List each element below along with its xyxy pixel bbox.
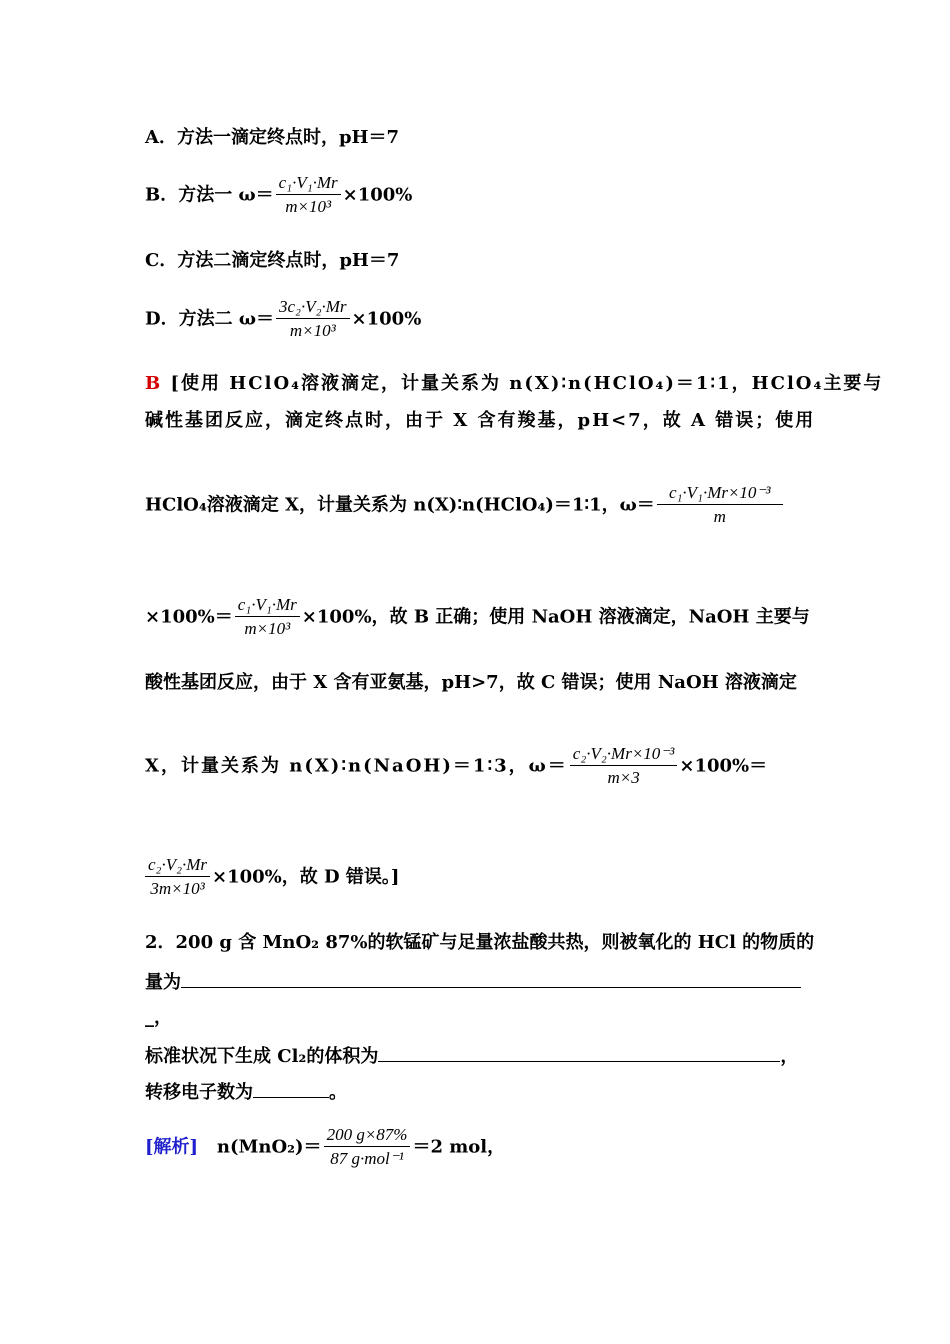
option-c: C．方法二滴定终点时，pH＝7 <box>145 250 400 271</box>
analysis-line-5: 酸性基团反应，由于 X 含有亚氨基，pH>7，故 C 错误；使用 NaOH 溶液滴定 <box>145 672 797 693</box>
answer-blank-hcl[interactable] <box>181 969 801 988</box>
solution-fraction: $\frac{200 g\times 87\%}{\text{87 g·mol⁻¹}}$ <box>324 1124 411 1171</box>
analysis-line-2: 碱性基团反应，滴定终点时，由于 X 含有羧基，pH<7，故 A 错误；使用 <box>145 410 816 431</box>
analysis-line-3: HClO₄溶液滴定 X，计量关系为 n(X)∶n(HClO₄)＝1∶1，ω＝ $\frac{\text{c₁·V₁·Mr×10⁻³}}{m}$ <box>145 482 785 529</box>
solution-label: [解析] <box>145 1136 199 1158</box>
analysis-fraction-3: $\frac{\text{c₂·V₂·Mr×10⁻³}}{m\times 3}$ <box>570 743 678 790</box>
analysis-line-4: ×100%＝ $\frac{\text{c₁·V₁·Mr}}{\text{m×10³}}$ ×100%，故 B 正确；使用 NaOH 溶液滴定，NaOH 主要与 <box>145 594 810 641</box>
analysis-line-1: B [使用 HClO₄溶液滴定，计量关系为 n(X)∶n(HClO₄)＝1∶1，HClO₄主要与 <box>145 373 884 394</box>
answer-blank-cl2-volume[interactable] <box>378 1043 780 1062</box>
analysis-fraction-1: $\frac{\text{c₁·V₁·Mr×10⁻³}}{m}$ <box>657 482 783 529</box>
option-a: A．方法一滴定终点时，pH＝7 <box>145 127 400 148</box>
question-2-line-2: 量为 <box>145 969 801 995</box>
answer-blank-electrons[interactable] <box>253 1079 329 1098</box>
option-d: D．方法二 ω＝ $\frac{\text{3c₂·V₂·Mr}}{\text{m×10³}}$ ×100% <box>145 296 421 343</box>
question-2-line-1: 2．200 g 含 MnO₂ 87%的软锰矿与足量浓盐酸共热，则被氧化的 HCl 的物质的 <box>145 932 815 953</box>
question-2-line-5: 转移电子数为 。 <box>145 1079 347 1105</box>
option-d-fraction: $\frac{\text{3c₂·V₂·Mr}}{\text{m×10³}}$ <box>276 296 350 343</box>
answer-label: B <box>145 373 163 394</box>
option-b: B．方法一 ω＝ $\frac{\text{c₁·V₁·Mr}}{\text{m×10³}}$ ×100% <box>145 172 412 219</box>
question-2-line-3: _， <box>145 1007 172 1028</box>
analysis-fraction-4: $\frac{\text{c₂·V₂·Mr}}{\text{3m×10³}}$ <box>145 854 210 901</box>
analysis-fraction-2: $\frac{\text{c₁·V₁·Mr}}{\text{m×10³}}$ <box>235 594 300 641</box>
analysis-line-7: $\frac{\text{c₂·V₂·Mr}}{\text{3m×10³}}$ ×100%，故 D 错误。] <box>145 854 399 901</box>
solution-line: [解析] n(MnO₂)＝ $\frac{200 g\times 87\%}{\text{87 g·mol⁻¹}}$ ＝2 mol， <box>145 1124 505 1171</box>
option-b-fraction: $\frac{\text{c₁·V₁·Mr}}{\text{m×10³}}$ <box>276 172 341 219</box>
question-2-line-4: 标准状况下生成 Cl₂的体积为 ， <box>145 1043 798 1069</box>
analysis-line-6: X，计量关系为 n(X)∶n(NaOH)＝1∶3，ω＝ $\frac{\text{c₂·V₂·Mr×10⁻³}}{m\times 3}$ ×100%＝ <box>145 743 767 790</box>
